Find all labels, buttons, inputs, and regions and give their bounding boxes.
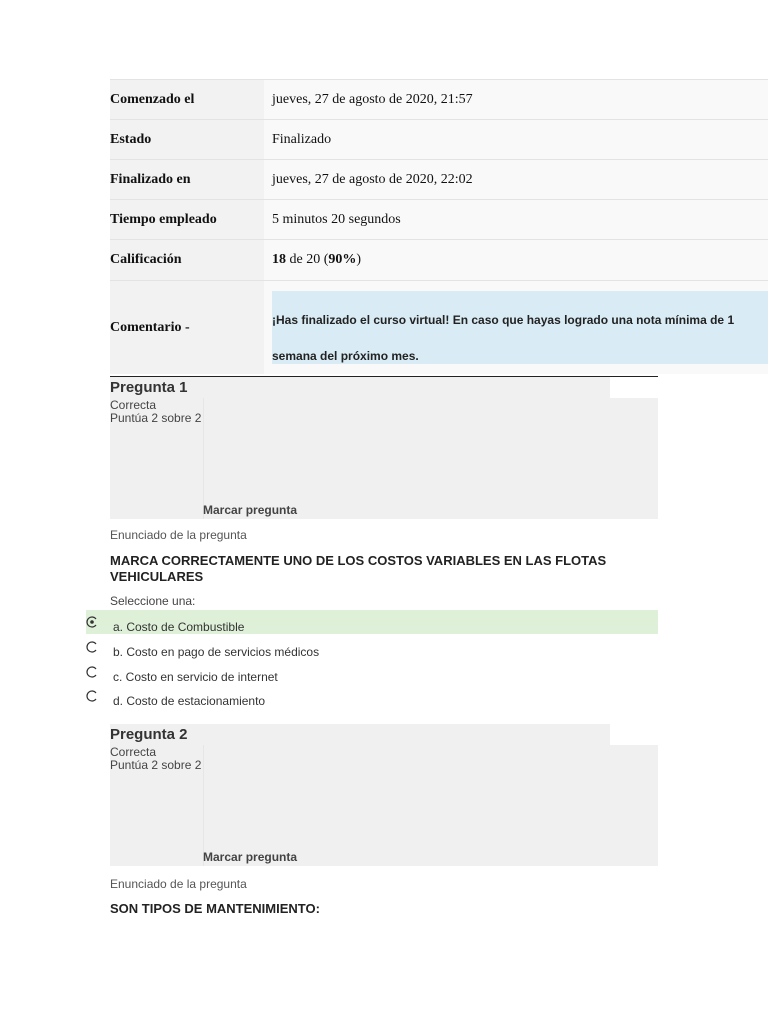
info-divider: [203, 398, 204, 519]
question-text: MARCA CORRECTAMENTE UNO DE LOS COSTOS VARIABLES EN LAS FLOTAS VEHICULARES: [110, 553, 607, 584]
question-info-2: [110, 724, 658, 866]
summary-value: jueves, 27 de agosto de 2020, 21:57: [264, 80, 768, 119]
flag-question-link[interactable]: Marcar pregunta: [203, 503, 298, 517]
radio-unchecked-icon[interactable]: [86, 666, 96, 676]
answer-option-a[interactable]: [86, 610, 658, 634]
answer-option-b[interactable]: [86, 635, 658, 659]
summary-value: Finalizado: [264, 120, 768, 159]
summary-row-grade: [110, 239, 768, 280]
radio-checked-icon[interactable]: [86, 616, 96, 626]
feedback-line-1: ¡Has finalizado el curso virtual! En caso que hayas logrado una nota mínima de 1: [272, 313, 735, 327]
summary-row-state: [110, 119, 768, 159]
summary-label: Comentario -: [110, 281, 264, 374]
question-state: Correcta: [110, 745, 157, 759]
attempt-summary-table: [110, 79, 768, 374]
info-notch: [610, 724, 658, 745]
grade-percent: 90%: [328, 252, 357, 267]
question-state: Correcta: [110, 398, 157, 412]
radio-unchecked-icon[interactable]: [86, 641, 96, 651]
summary-row-finished: [110, 159, 768, 199]
flag-question-link[interactable]: Marcar pregunta: [203, 850, 298, 864]
info-divider: [203, 745, 204, 866]
info-notch: [610, 377, 658, 398]
summary-label: Comenzado el: [110, 80, 264, 119]
question-text: SON TIPOS DE MANTENIMIENTO:: [110, 901, 320, 916]
answer-option-c[interactable]: [86, 660, 658, 684]
summary-label: Calificación: [110, 240, 264, 280]
grade-value: [264, 240, 768, 280]
question-title: Pregunta 2: [110, 726, 188, 743]
answer-option-d[interactable]: [86, 684, 658, 708]
grade-points: 18: [272, 252, 286, 267]
radio-unchecked-icon[interactable]: [86, 690, 96, 700]
select-one-prompt: Seleccione una:: [110, 594, 196, 608]
question-title: Pregunta 1: [110, 379, 188, 396]
answer-label: b. Costo en pago de servicios médicos: [113, 645, 320, 659]
summary-label: Tiempo empleado: [110, 200, 264, 239]
question-text-heading: Enunciado de la pregunta: [110, 877, 247, 891]
question-text-heading: Enunciado de la pregunta: [110, 528, 247, 542]
feedback-box: [272, 291, 768, 364]
question-grade: Puntúa 2 sobre 2: [110, 758, 202, 772]
summary-label: Finalizado en: [110, 160, 264, 199]
answer-label: a. Costo de Combustible: [113, 620, 245, 634]
summary-label: Estado: [110, 120, 264, 159]
answer-label: d. Costo de estacionamiento: [113, 694, 266, 708]
question-grade: Puntúa 2 sobre 2: [110, 411, 202, 425]
grade-middle: de 20 (: [286, 252, 329, 267]
comment-cell: [264, 281, 768, 374]
summary-value: 5 minutos 20 segundos: [264, 200, 768, 239]
summary-row-time-taken: [110, 199, 768, 239]
feedback-line-2: semana del próximo mes.: [272, 349, 419, 363]
question-info-1: [110, 377, 658, 519]
summary-value: jueves, 27 de agosto de 2020, 22:02: [264, 160, 768, 199]
answer-label: c. Costo en servicio de internet: [113, 670, 278, 684]
summary-row-started: [110, 79, 768, 119]
grade-end: ): [356, 252, 362, 267]
summary-row-comment: [110, 280, 768, 374]
